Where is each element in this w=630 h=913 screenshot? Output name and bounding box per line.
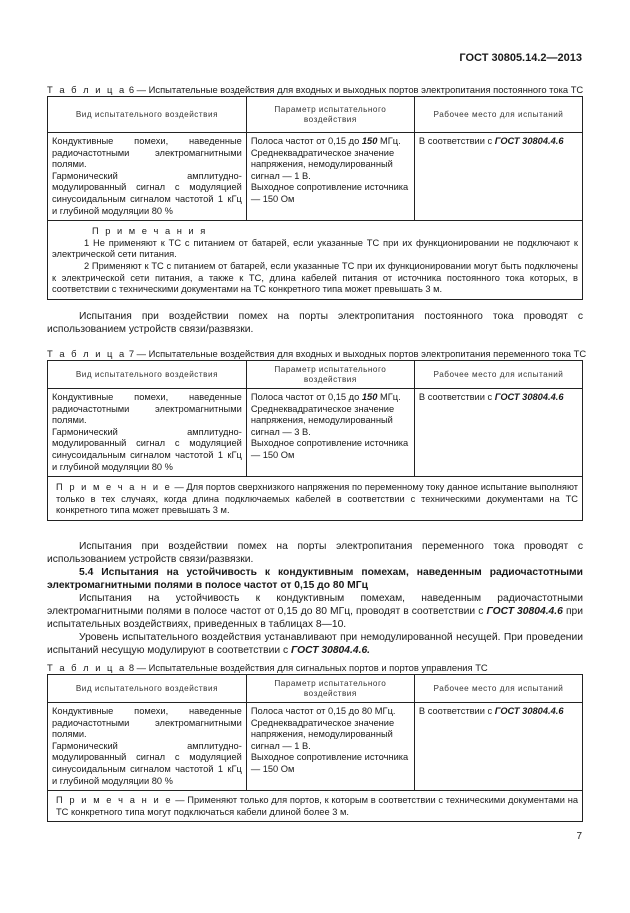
table6-header-col2: Параметр испытательного воздействия <box>246 97 414 133</box>
section-5-4-heading: 5.4 Испытания на устойчивость к кондуктивным помехам, наведенным радиочастотными электромагнитными полями в полосе частот от 0,15 до 80 МГц <box>47 567 583 591</box>
table6-cell-parameter <box>246 133 414 221</box>
table7-caption <box>47 348 586 359</box>
table7-label: Т а б л и ц а <box>47 348 127 359</box>
table-6 <box>47 96 583 300</box>
table6-label: Т а б л и ц а <box>47 84 127 95</box>
table8-cell-workplace <box>414 703 582 791</box>
page-header-standard: ГОСТ 30805.14.2—2013 <box>459 52 582 64</box>
table7-note-text: — Для портов сверхнизкого напряжения по переменному току данное испытание выполняют только в тех случаях, когда длина подключаемых кабелей в соответствии с техническими документами на ТС конкретного типа может превышать 3 м. <box>56 482 578 516</box>
table8-note-text: — Применяют только для портов, к которым в соответствии с техническими документами на ТС конкретного типа могут подключаться кабели длиной более 3 м. <box>56 795 578 817</box>
table7-cell-parameter <box>246 389 414 477</box>
table6-header-col3: Рабочее место для испытаний <box>414 97 582 133</box>
table8-label: Т а б л и ц а <box>47 662 127 673</box>
section-5-4-p2 <box>47 631 583 657</box>
table7-param-b: 150 <box>361 392 378 402</box>
table8-workplace-a: В соответствии с <box>418 706 495 716</box>
table8-note <box>48 791 583 822</box>
table7-header-col1: Вид испытательного воздействия <box>48 361 247 389</box>
paragraph-ac-ports-text: Испытания при воздействии помех на порты электропитания переменного тока проводят с использованием устройств связи/развязки. <box>47 541 583 565</box>
table8-cell-impact: Кондуктивные помехи, наведенные радиочастотными электромагнитными полями. Гармонический амплитудно-модулированный сигнал с модуляцией синусоидальным сигналом частотой 1 кГц и глубиной модуляции 80 % <box>48 703 247 791</box>
table7-header-col3: Рабочее место для испытаний <box>414 361 582 389</box>
table8-cell-parameter: Полоса частот от 0,15 до 80 МГц. Среднеквадратическое значение напряжения, немодулированный сигнал — 1 В. Выходное сопротивление источника — 150 Ом <box>246 703 414 791</box>
section-5-4-p1-c: при испытательных воздействиях, приведенных в таблицах 8—10. <box>47 606 583 630</box>
table6-caption <box>47 84 583 95</box>
section-5-4-p2-b: ГОСТ 30804.4.6. <box>290 645 371 656</box>
table7-workplace-b: ГОСТ 30804.4.6 <box>494 392 564 402</box>
paragraph-dc-ports-text: Испытания при воздействии помех на порты электропитания постоянного тока проводят с использованием устройств связи/развязки. <box>47 311 583 335</box>
table8-header-col2: Параметр испытательного воздействия <box>246 675 414 703</box>
table6-note2: 2 Применяют к ТС с питанием от батарей, если указанные ТС при их функционировании могут быть подключены к электрической сети питания, а также к ТС, длина кабелей питания от источника постоянного тока которых, в соответствии с техническими документами на ТС конкретного типа может превышать 3 м. <box>52 260 578 295</box>
table8-header-col3: Рабочее место для испытаний <box>414 675 582 703</box>
table-8 <box>47 674 583 822</box>
table8-header-col1: Вид испытательного воздействия <box>48 675 247 703</box>
table8-caption <box>47 662 488 673</box>
table8-note-label: П р и м е ч а н и е <box>56 795 173 806</box>
table6-caption-text: 6 — Испытательные воздействия для входных и выходных портов электропитания постоянного тока ТС <box>128 84 584 95</box>
section-5-4-p2-a: Уровень испытательного воздействия устанавливают при немодулированной несущей. При проведении испытаний несущую модулируют в соответствии с <box>47 632 583 656</box>
table8-workplace-b: ГОСТ 30804.4.6 <box>494 706 564 716</box>
table6-notes-title: П р и м е ч а н и я <box>92 226 208 237</box>
table6-notes <box>48 221 583 300</box>
table7-cell-impact: Кондуктивные помехи, наведенные радиочастотными электромагнитными полями. Гармонический амплитудно-модулированный сигнал с модуляцией синусоидальным сигналом частотой 1 кГц и глубиной модуляции 80 % <box>48 389 247 477</box>
table-7 <box>47 360 583 521</box>
page-number: 7 <box>576 831 582 842</box>
table7-header-col2: Параметр испытательного воздействия <box>246 361 414 389</box>
section-5-4-p1 <box>47 592 583 631</box>
table6-cell-workplace <box>414 133 582 221</box>
table7-cell-workplace <box>414 389 582 477</box>
table7-workplace-a: В соответствии с <box>418 392 495 402</box>
table6-header-col1: Вид испытательного воздействия <box>48 97 247 133</box>
table6-workplace-b: ГОСТ 30804.4.6 <box>494 136 564 146</box>
section-5-4-p1-a: Испытания на устойчивость к кондуктивным помехам, наведенным радиочастотными электромагнитными полями в полосе частот от 0,15 до 80 МГц, проводят в соответствии с <box>47 593 583 617</box>
table6-param-b: 150 <box>361 136 378 146</box>
table6-param-a: Полоса частот от 0,15 до <box>250 136 362 146</box>
table6-param-c: МГц. Среднеквадратическое значение напряжения, немодулированный сигнал — 1 В. Выходное сопротивление источника — 150 Ом <box>250 136 409 204</box>
section-5-4 <box>47 566 583 657</box>
table6-cell-impact: Кондуктивные помехи, наведенные радиочастотными электромагнитными полями. Гармонический амплитудно-модулированный сигнал с модуляцией синусоидальным сигналом частотой 1 кГц и глубиной модуляции 80 % <box>48 133 247 221</box>
table8-caption-text: 8 — Испытательные воздействия для сигнальных портов и портов управления ТС <box>128 662 488 673</box>
paragraph-ac-ports <box>47 540 583 566</box>
table7-param-a: Полоса частот от 0,15 до <box>250 392 362 402</box>
table7-caption-text: 7 — Испытательные воздействия для входных и выходных портов электропитания переменного тока ТС <box>128 348 587 359</box>
table7-note <box>48 477 583 521</box>
paragraph-dc-ports <box>47 310 583 336</box>
table7-param-c: МГц. Среднеквадратическое значение напряжения, немодулированный сигнал — 3 В. Выходное сопротивление источника — 150 Ом <box>250 392 409 460</box>
table7-note-label: П р и м е ч а н и е <box>56 482 172 493</box>
table6-workplace-a: В соответствии с <box>418 136 495 146</box>
section-5-4-p1-b: ГОСТ 30804.4.6 <box>486 606 563 617</box>
table6-note1: 1 Не применяют к ТС с питанием от батарей, если указанные ТС при их функционировании не подключают к электрической сети питания. <box>52 237 578 260</box>
